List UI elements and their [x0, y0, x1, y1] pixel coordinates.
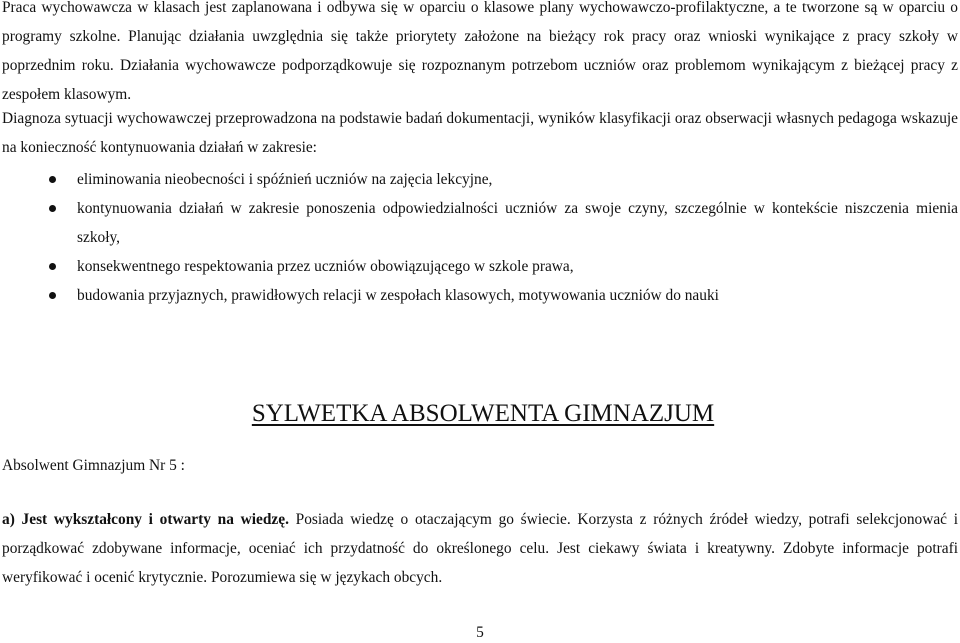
list-item: [0, 252, 958, 281]
list-item-text: eliminowania nieobecności i spóźnień uczniów na zajęcia lekcyjne,: [77, 171, 493, 188]
section-heading: [0, 394, 960, 434]
page-number: 5: [476, 624, 484, 641]
profile-point-a-text: Posiada wiedzę o otaczającym go świecie. Korzysta z różnych źródeł wiedzy, potrafi selekcjonować i porządkować zdobywane informacje, oceniać ich przydatność do określonego celu. Jest ciekawy świata i kreatywny. Zdobyte informacje potrafi weryfikować i ocenić krytycznie. Porozumiewa się w językach obcych.: [2, 511, 958, 586]
intro-paragraph: Praca wychowawcza w klasach jest zaplanowana i odbywa się w oparciu o klasowe plany wychowawczo-profilaktyczne, a te tworzone są w oparciu o programy szkolne. Planując działania uwzględnia się także priorytety założone na bieżący rok pracy oraz wnioski wynikające z pracy szkoły w poprzednim roku. Działania wychowawcze podporządkowuje się rozpoznanym potrzebom uczniów oraz problemom wynikającym z bieżącej pracy z zespołem klasowym.: [2, 0, 958, 103]
list-item-text: kontynuowania działań w zakresie ponoszenia odpowiedzialności uczniów za swoje czyny, szczególnie w kontekście niszczenia mienia szkoły,: [77, 200, 958, 246]
bullet-icon: [49, 205, 56, 212]
diagnosis-paragraph: Diagnoza sytuacji wychowawczej przeprowadzona na podstawie badań dokumentacji, wyników klasyfikacji oraz obserwacji własnych pedagoga wskazuje na konieczność kontynuowania działań w zakresie:: [2, 110, 958, 156]
profile-point-a: [2, 505, 958, 592]
list-item: [0, 281, 958, 310]
bullet-icon: [49, 263, 56, 270]
bullet-icon: [49, 176, 56, 183]
diagnosis-list: [0, 165, 958, 310]
list-item-text: konsekwentnego respektowania przez uczniów obowiązującego w szkole prawa,: [77, 258, 574, 275]
list-item: [0, 165, 958, 194]
bullet-icon: [49, 292, 56, 299]
list-item: [0, 194, 958, 252]
graduate-label: Absolwent Gimnazjum Nr 5 :: [2, 457, 185, 474]
list-item-text: budowania przyjaznych, prawidłowych relacji w zespołach klasowych, motywowania uczniów do nauki: [77, 287, 719, 304]
section-heading-text: SYLWETKA ABSOLWENTA GIMNAZJUM: [251, 400, 715, 427]
profile-point-a-lead: a) Jest wykształcony i otwarty na wiedzę.: [2, 511, 289, 528]
